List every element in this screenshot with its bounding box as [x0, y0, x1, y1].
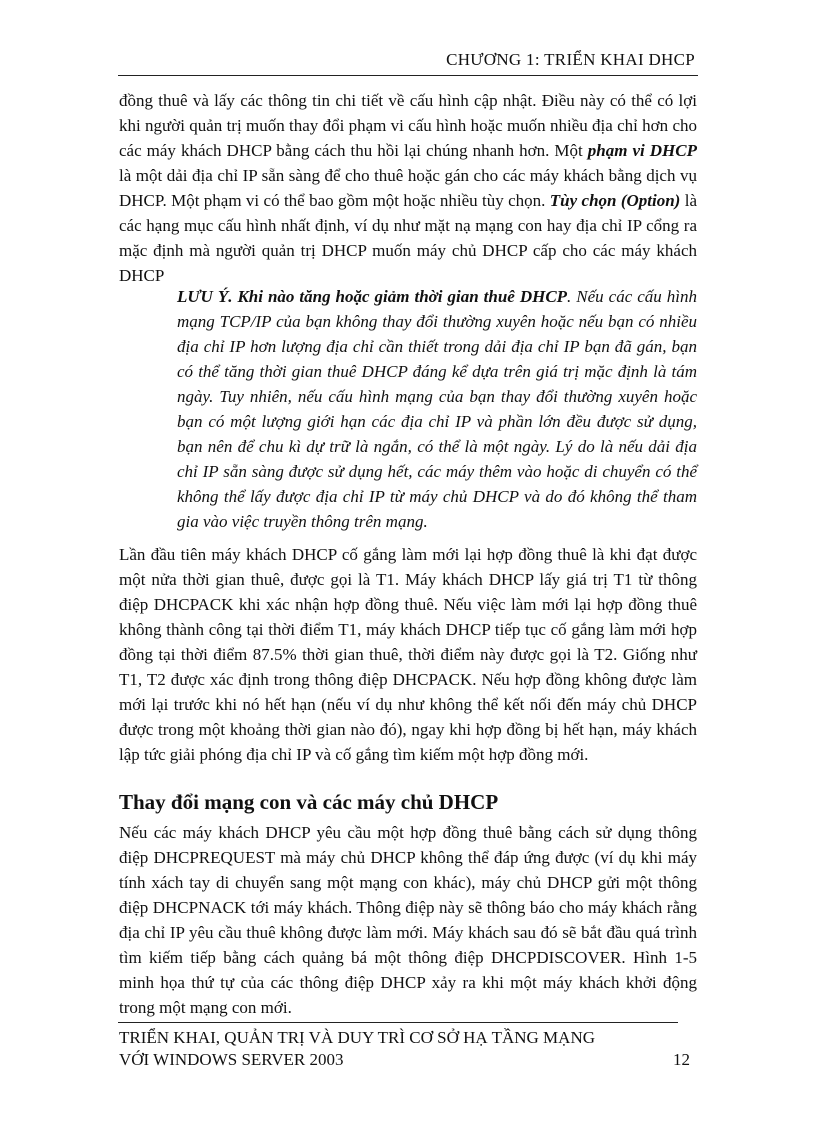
- term-dhcp-scope: phạm vi DHCP: [587, 141, 697, 160]
- lease-note: [177, 284, 697, 534]
- renewal-paragraph: Lần đầu tiên máy khách DHCP cố gắng làm mới lại hợp đồng thuê là khi đạt được một nửa thời gian thuê, được gọi là T1. Máy khách DHCP lấy giá trị T1 từ thông điệp DHCPACK khi xác nhận hợp đồng thuê. Nếu việc làm mới lại hợp đồng thuê không thành công tại thời điểm T1, máy khách DHCP tiếp tục cố gắng làm mới hợp đồng tại thời điểm 87.5% thời gian thuê, thời điểm này được gọi là T2. Giống như T1, T2 được xác định trong thông điệp DHCPACK. Nếu hợp đồng không được làm mới lại trước khi nó hết hạn (nếu ví dụ như không thể kết nối đến máy chủ DHCP được trong một khoảng thời gian nào đó), ngay khi hợp đồng bị hết hạn, máy khách lập tức giải phóng địa chỉ IP và cố gắng tìm kiếm một hợp đồng mới.: [119, 545, 697, 764]
- chapter-header: CHƯƠNG 1: TRIỂN KHAI DHCP: [446, 50, 695, 69]
- term-option: Tùy chọn (Option): [549, 191, 681, 210]
- footer-title-line1: TRIỂN KHAI, QUẢN TRỊ VÀ DUY TRÌ CƠ SỞ HẠ TẦNG MẠNG: [119, 1028, 595, 1047]
- section-heading: Thay đổi mạng con và các máy chủ DHCP: [119, 790, 499, 814]
- footer-title-line2: VỚI WINDOWS SERVER 2003: [119, 1050, 344, 1069]
- section-paragraph: Nếu các máy khách DHCP yêu cầu một hợp đồng thuê bằng cách sử dụng thông điệp DHCPREQUEST mà máy chủ DHCP không thể đáp ứng được (ví dụ khi máy tính xách tay di chuyển sang một mạng con khác), máy chủ DHCP gửi một thông điệp DHCPNACK tới máy khách. Thông điệp này sẽ thông báo cho máy khách rằng địa chỉ IP yêu cầu thuê không được làm mới. Máy khách sau đó sẽ bắt đầu quá trình tìm kiếm tiếp bằng cách quảng bá một thông điệp DHCPDISCOVER. Hình 1-5 minh họa thứ tự của các thông điệp DHCP xảy ra khi một máy khách khởi động trong một mạng con mới.: [119, 823, 697, 1017]
- intro-text-a: đồng thuê và lấy các thông tin chi tiết về cấu hình cập nhật. Điều này có thể có lợi khi người quản trị muốn thay đổi phạm vi cấu hình hoặc muốn nhiều địa chỉ hơn cho các máy khách DHCP bằng cách thu hồi lại chúng nhanh hơn. Một: [119, 91, 697, 160]
- note-text: . Nếu các cấu hình mạng TCP/IP của bạn không thay đổi thường xuyên hoặc nếu bạn có nhiều địa chỉ IP hơn lượng địa chỉ cần thiết trong dải địa chỉ IP bạn đã gán, bạn có thể tăng thời gian thuê DHCP đáng kể dựa trên giá trị mặc định là tám ngày. Tuy nhiên, nếu cấu hình mạng của bạn thay đổi thường xuyên hoặc bạn có một lượng giới hạn các địa chỉ IP và phần lớn đều được sử dụng, bạn nên để chu kì dự trữ là ngắn, có thể là một ngày. Lý do là nếu dải địa chỉ IP sẵn sàng được sử dụng hết, các máy thêm vào hoặc di chuyển có thể không thể lấy được địa chỉ IP từ máy chủ DHCP và do đó không thể tham gia vào việc truyền thông trên mạng.: [177, 287, 697, 531]
- page-number: 12: [673, 1050, 690, 1069]
- header-divider: [118, 75, 698, 76]
- footer-divider: [118, 1022, 678, 1023]
- intro-paragraph: [119, 88, 697, 288]
- intro-text-c: là các hạng mục cấu hình nhất định, ví dụ như mặt nạ mạng con hay địa chỉ IP cổng ra mặc định mà người quản trị DHCP muốn máy chủ DHCP cấp cho các máy khách DHCP: [119, 191, 697, 285]
- note-lead: LƯU Ý. Khi nào tăng hoặc giảm thời gian thuê DHCP: [177, 287, 568, 306]
- intro-text-b: là một dải địa chỉ IP sẵn sàng để cho thuê hoặc gán cho các máy khách bằng dịch vụ DHCP. Một phạm vi có thể bao gồm một hoặc nhiều tùy chọn.: [119, 166, 697, 210]
